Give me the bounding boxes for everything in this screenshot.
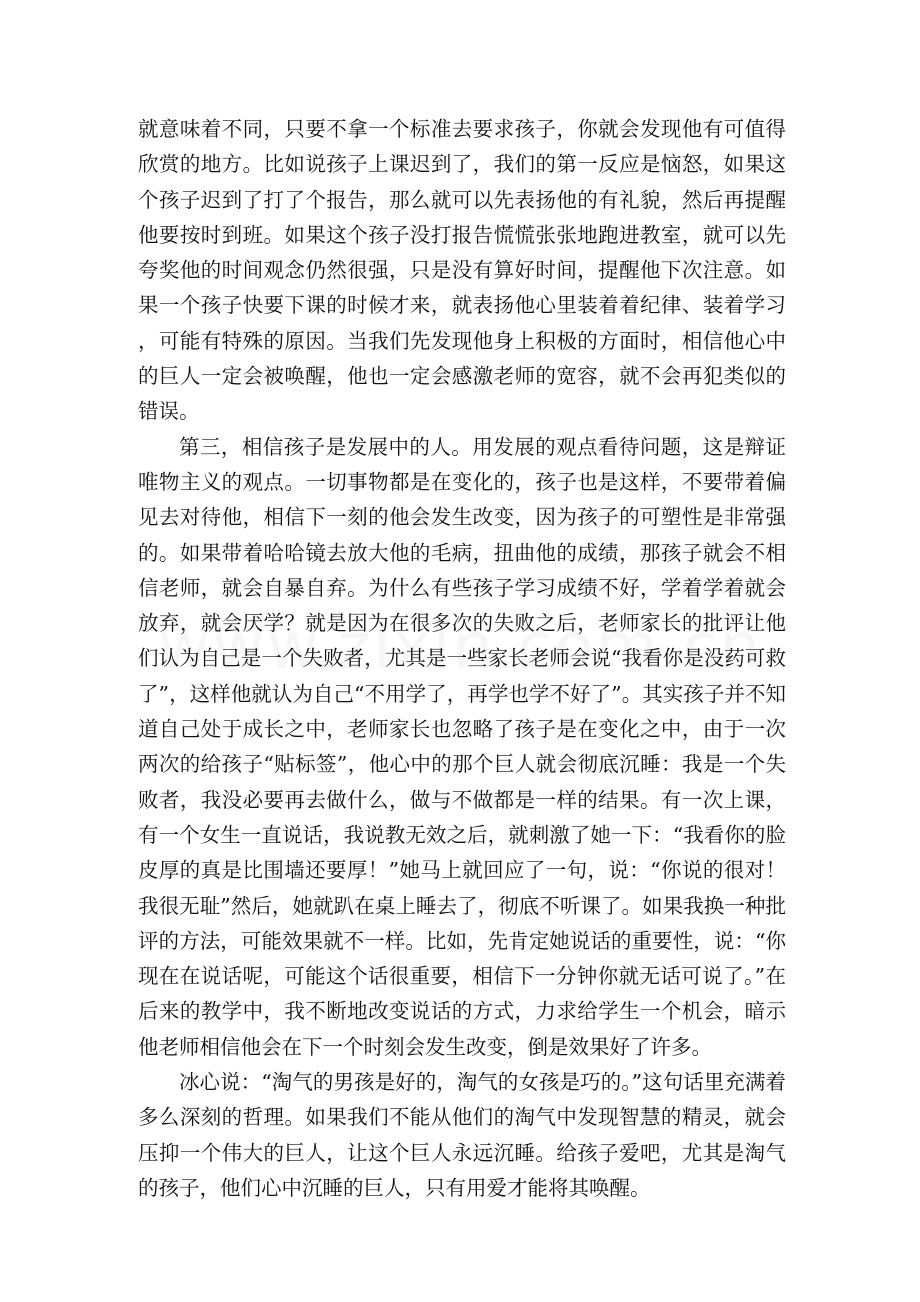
paragraph-1: 就意味着不同，只要不拿一个标准去要求孩子，你就会发现他有可值得欣赏的地方。比如说孩子上课迟到了，我们的第一反应是恼怒，如果这个孩子迟到了打了个报告，那么就可以先表扬他的有礼貌，然后再提醒他要按时到班。如果这个孩子没打报告慌慌张张地跑进教室，就可以先夸奖他的时间观念仍然很强，只是没有算好时间，提醒他下次注意。如果一个孩子快要下课的时候才来，就表扬他心里装着着纪律、装着学习，可能有特殊的原因。当我们先发现他身上积极的方面时，相信他心中的巨人一定会被唤醒，他也一定会感激老师的宽容，就不会再犯类似的错误。 xyxy=(138,117,786,424)
paragraph-2: 第三，相信孩子是发展中的人。用发展的观点看待问题，这是辩证唯物主义的观点。一切事物都是在变化的，孩子也是这样，不要带着偏见去对待他，相信下一刻的他会发生改变，因为孩子的可塑性是非常强的。如果带着哈哈镜去放大他的毛病，扭曲他的成绩，那孩子就会不相信老师，就会自暴自弃。为什么有些孩子学习成绩不好，学着学着就会放弃，就会厌学？就是因为在很多次的失败之后，老师家长的批评让他们认为自己是一个失败者，尤其是一些家长老师会说“我看你是没药可救了”，这样他就认为自己“不用学了，再学也学不好了”。其实孩子并不知道自己处于成长之中，老师家长也忽略了孩子是在变化之中，由于一次两次的给孩子“贴标签”，他心中的那个巨人就会彻底沉睡：我是一个失败者，我没必要再去做什么，做与不做都是一样的结果。有一次上课，有一个女生一直说话，我说教无效之后，就刺激了她一下：“我看你的脸皮厚的真是比围墙还要厚！”她马上就回应了一句，说：“你说的很对！我很无耻”然后，她就趴在桌上睡去了，彻底不听课了。如果我换一种批评的方法，可能效果就不一样。比如，先肯定她说话的重要性，说：“你现在在说话呢，可能这个话很重要，相信下一分钟你就无话可说了。”在后来的教学中，我不断地改变说话的方式，力求给学生一个机会，暗示他老师相信他会在下一个时刻会发生改变，倒是效果好了许多。 xyxy=(138,434,786,1059)
paragraph-3: 冰心说：“淘气的男孩是好的，淘气的女孩是巧的。”这句话里充满着多么深刻的哲理。如果我们不能从他们的淘气中发现智慧的精灵，就会压抑一个伟大的巨人，让这个巨人永远沉睡。给孩子爱吧，尤其是淘气的孩子，他们心中沉睡的巨人，只有用爱才能将其唤醒。 xyxy=(138,1070,786,1200)
document-body xyxy=(138,112,786,1206)
